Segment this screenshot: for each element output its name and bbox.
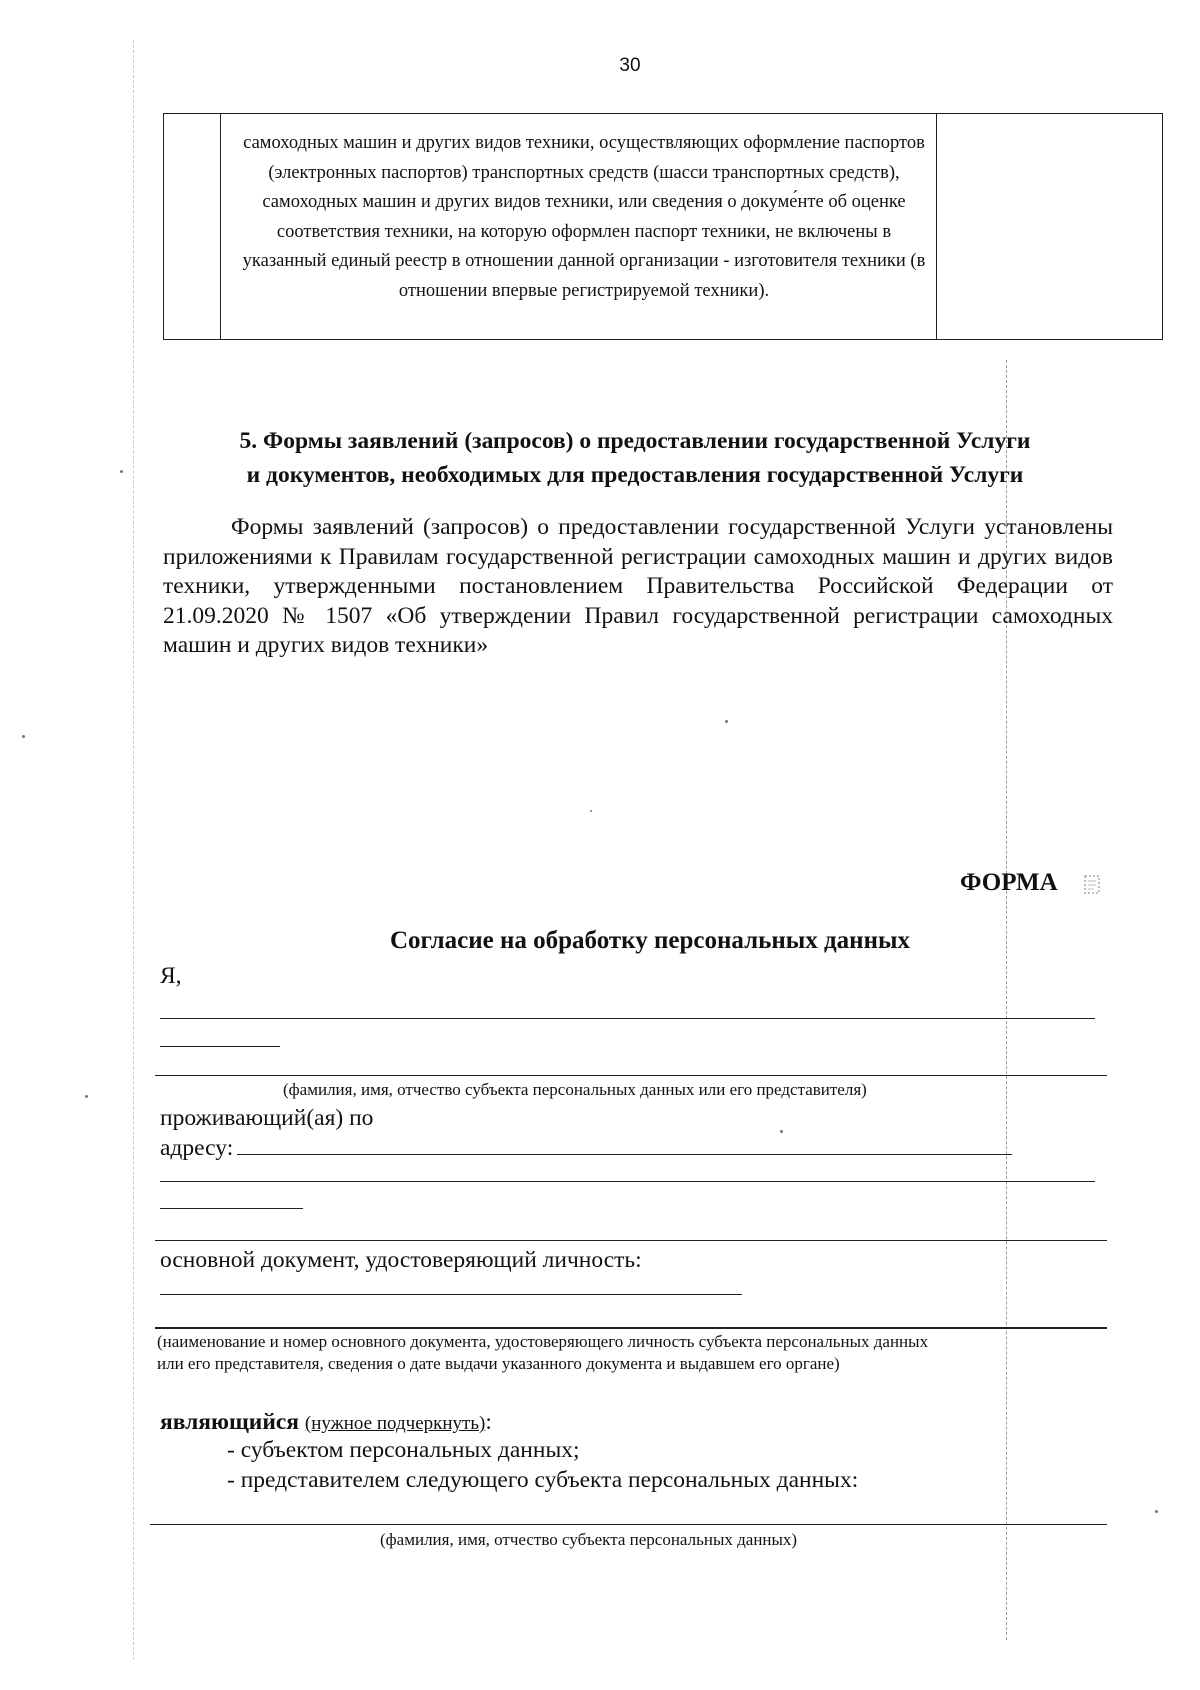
fio-field-line[interactable] [160, 1018, 1095, 1019]
scan-artifact-dot [85, 1095, 88, 1098]
subject-status-label: являющийся [160, 1409, 300, 1435]
stamp-mark-icon [1082, 873, 1104, 897]
subject-status-hint: (нужное подчеркнуть) [304, 1413, 486, 1434]
scan-artifact-dot [780, 1130, 783, 1133]
scan-artifact-dot [590, 810, 592, 812]
subject-option[interactable]: - субъектом персональных данных; [227, 1437, 580, 1463]
section-heading-line: 5. Формы заявлений (запросов) о предоставлении государственной Услуги [239, 428, 1031, 454]
address-field-line[interactable] [160, 1181, 1095, 1182]
section-heading-line: и документов, необходимых для предоставления государственной Услуги [246, 462, 1024, 488]
address-label: адресу: [160, 1135, 234, 1161]
subject-status [160, 1408, 492, 1438]
subject-fio-field-line[interactable] [150, 1524, 1107, 1525]
subject-option[interactable]: - представителем следующего субъекта персональных данных: [227, 1467, 859, 1493]
scan-artifact-dot [725, 720, 728, 723]
residing-label: проживающий(ая) по [160, 1105, 374, 1131]
section-heading [160, 424, 1110, 492]
scan-artifact-dot [22, 735, 25, 738]
id-document-caption [157, 1331, 928, 1375]
table-cell-text: самоходных машин и других видов техники, осуществляющих оформление паспортов (электронных паспортов) транспортных средств (шасси транспортных средств), самоходных машин и других видов техники, или сведения о докуме́нте об оценке соответствия техники, на которую оформлен паспорт техники, не включены в указанный единый реестр в отношении данной организации - изготовителя техники (в отношении впервые регистрируемой техники). [242, 133, 926, 301]
subject-status-colon: : [485, 1409, 492, 1435]
scan-artifact-line [133, 40, 134, 1660]
page-number: 30 [619, 55, 641, 76]
section-body [163, 513, 1113, 661]
scan-artifact-dot [1155, 1510, 1158, 1513]
id-document-caption-line: (наименование и номер основного документа, удостоверяющего личность субъекта персональных данных [157, 1332, 929, 1351]
table-column-divider [220, 114, 221, 339]
form-label: ФОРМА [960, 869, 1058, 896]
id-document-caption-line: или его представителя, сведения о дате выдачи указанного документа и выдавшем его органе) [157, 1354, 840, 1373]
form-title: Согласие на обработку персональных данных [389, 927, 910, 954]
address-field-line[interactable] [237, 1154, 1012, 1155]
fio-field-line[interactable] [155, 1075, 1107, 1076]
ya-label: Я, [160, 963, 182, 989]
address-field-line[interactable] [155, 1240, 1107, 1241]
fio-field-line[interactable] [160, 1046, 280, 1047]
id-document-field-line[interactable] [160, 1294, 742, 1295]
address-field-line[interactable] [160, 1208, 303, 1209]
section-paragraph: Формы заявлений (запросов) о предоставлении государственной Услуги установлены приложениями к Правилам государственной регистрации самоходных машин и других видов техники, утвержденными постановлением Правительства Российской Федерации от 21.09.2020 № 1507 «Об утверждении Правил государственной регистрации самоходных машин и других видов техники» [163, 514, 1113, 658]
id-document-field-line[interactable] [155, 1327, 1107, 1329]
scan-artifact-dot [120, 470, 123, 473]
subject-fio-caption: (фамилия, имя, отчество субъекта персональных данных) [380, 1530, 798, 1549]
fio-caption: (фамилия, имя, отчество субъекта персональных данных или его представителя) [283, 1080, 867, 1099]
id-document-label: основной документ, удостоверяющий личность: [160, 1247, 642, 1273]
table-column-divider [936, 114, 937, 339]
